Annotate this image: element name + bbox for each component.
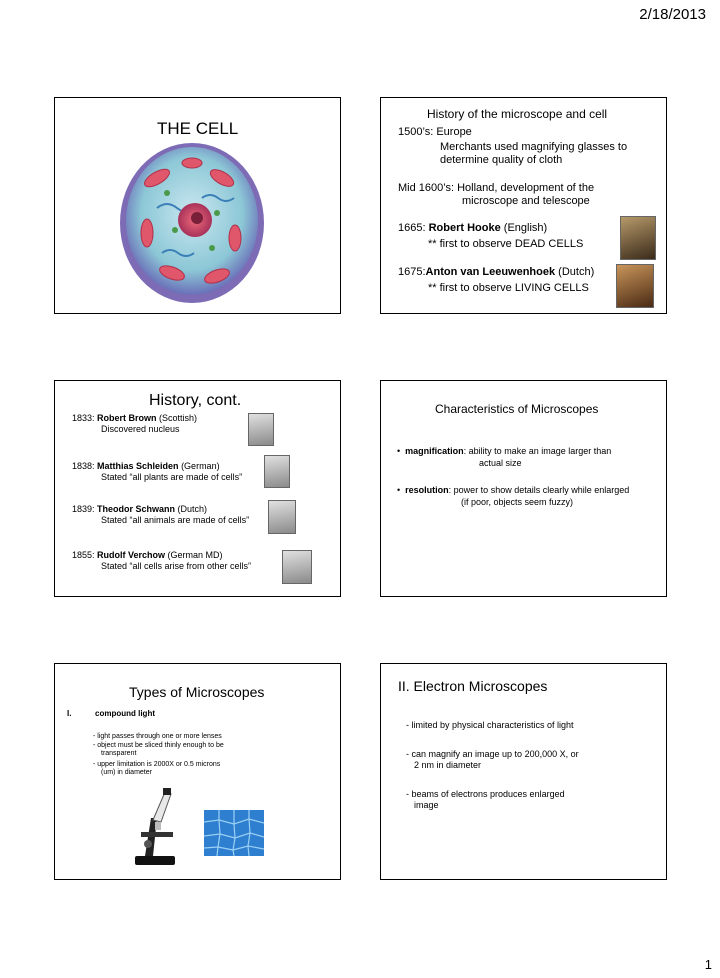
history-entry-schleiden: 1838: Matthias Schleiden (German) <box>72 461 220 471</box>
history-entry-verchow: 1855: Rudolf Verchow (German MD) <box>72 550 223 560</box>
list-item: (um) in diameter <box>101 769 152 776</box>
page-number: 1 <box>704 957 712 972</box>
bullet-icon: • <box>397 485 406 495</box>
cell-illustration <box>117 138 267 308</box>
history-desc: Stated “all cells arise from other cells” <box>101 561 252 571</box>
history-line: determine quality of cloth <box>440 154 563 166</box>
slide-types-of-microscopes <box>54 663 341 880</box>
schwann-portrait <box>268 500 296 534</box>
slide-history-cont <box>54 380 341 597</box>
list-item: transparent <box>101 750 137 757</box>
slide-the-cell <box>54 97 341 314</box>
history-line: Merchants used magnifying glasses to <box>440 141 628 153</box>
brown-portrait <box>248 413 274 446</box>
bullet-continuation: (if poor, objects seem fuzzy) <box>461 497 574 507</box>
slide-electron-microscopes <box>380 663 667 880</box>
header-date: 2/18/2013 <box>639 6 706 23</box>
list-item: - limited by physical characteristics of light <box>406 720 574 730</box>
history-line: Mid 1600’s: Holland, development of the <box>398 182 595 194</box>
history-desc: Stated “all plants are made of cells” <box>101 472 243 482</box>
history-line: ** first to observe LIVING CELLS <box>428 282 589 294</box>
slide-title: Characteristics of Microscopes <box>435 402 599 416</box>
history-line: 1500’s: Europe <box>398 126 472 138</box>
list-item: 2 nm in diameter <box>414 760 482 770</box>
history-line: ** first to observe DEAD CELLS <box>428 238 584 250</box>
section-number: I. <box>67 709 72 718</box>
bullet-resolution: • resolution: power to show details clearly while enlarged <box>397 485 630 495</box>
list-item: - object must be sliced thinly enough to be <box>93 742 224 749</box>
history-entry-brown: 1833: Robert Brown (Scottish) <box>72 413 198 423</box>
slide-history-microscope <box>380 97 667 314</box>
slide-title: II. Electron Microscopes <box>398 678 548 694</box>
bullet-icon: • <box>397 446 406 456</box>
slide-title: History, cont. <box>149 392 242 409</box>
bullet-magnification: • magnification: ability to make an image larger than <box>397 446 612 456</box>
list-item: - can magnify an image up to 200,000 X, or <box>406 749 579 759</box>
list-item: image <box>414 800 439 810</box>
slide-title: Types of Microscopes <box>129 684 265 700</box>
history-desc: Discovered nucleus <box>101 424 180 434</box>
list-item: - light passes through one or more lenses <box>93 733 222 740</box>
section-heading: compound light <box>95 709 155 718</box>
history-entry-hooke: 1665: Robert Hooke (English) <box>398 222 548 234</box>
bullet-continuation: actual size <box>479 458 522 468</box>
cell-micrograph-image <box>204 810 264 856</box>
list-item: - beams of electrons produces enlarged <box>406 789 565 799</box>
hooke-portrait <box>620 216 656 260</box>
leeuwenhoek-portrait <box>616 264 654 308</box>
list-item: - upper limitation is 2000X or 0.5 microns <box>93 761 221 768</box>
microscope-image <box>131 788 181 868</box>
slide-title: THE CELL <box>157 119 239 138</box>
history-entry-schwann: 1839: Theodor Schwann (Dutch) <box>72 504 208 514</box>
schleiden-portrait <box>264 455 290 488</box>
verchow-portrait <box>282 550 312 584</box>
slide-title: History of the microscope and cell <box>427 107 608 121</box>
slide-characteristics <box>380 380 667 597</box>
history-desc: Stated “all animals are made of cells” <box>101 515 250 525</box>
history-line: microscope and telescope <box>462 195 590 207</box>
history-entry-leeuwenhoek: 1675:Anton van Leeuwenhoek (Dutch) <box>398 266 595 278</box>
